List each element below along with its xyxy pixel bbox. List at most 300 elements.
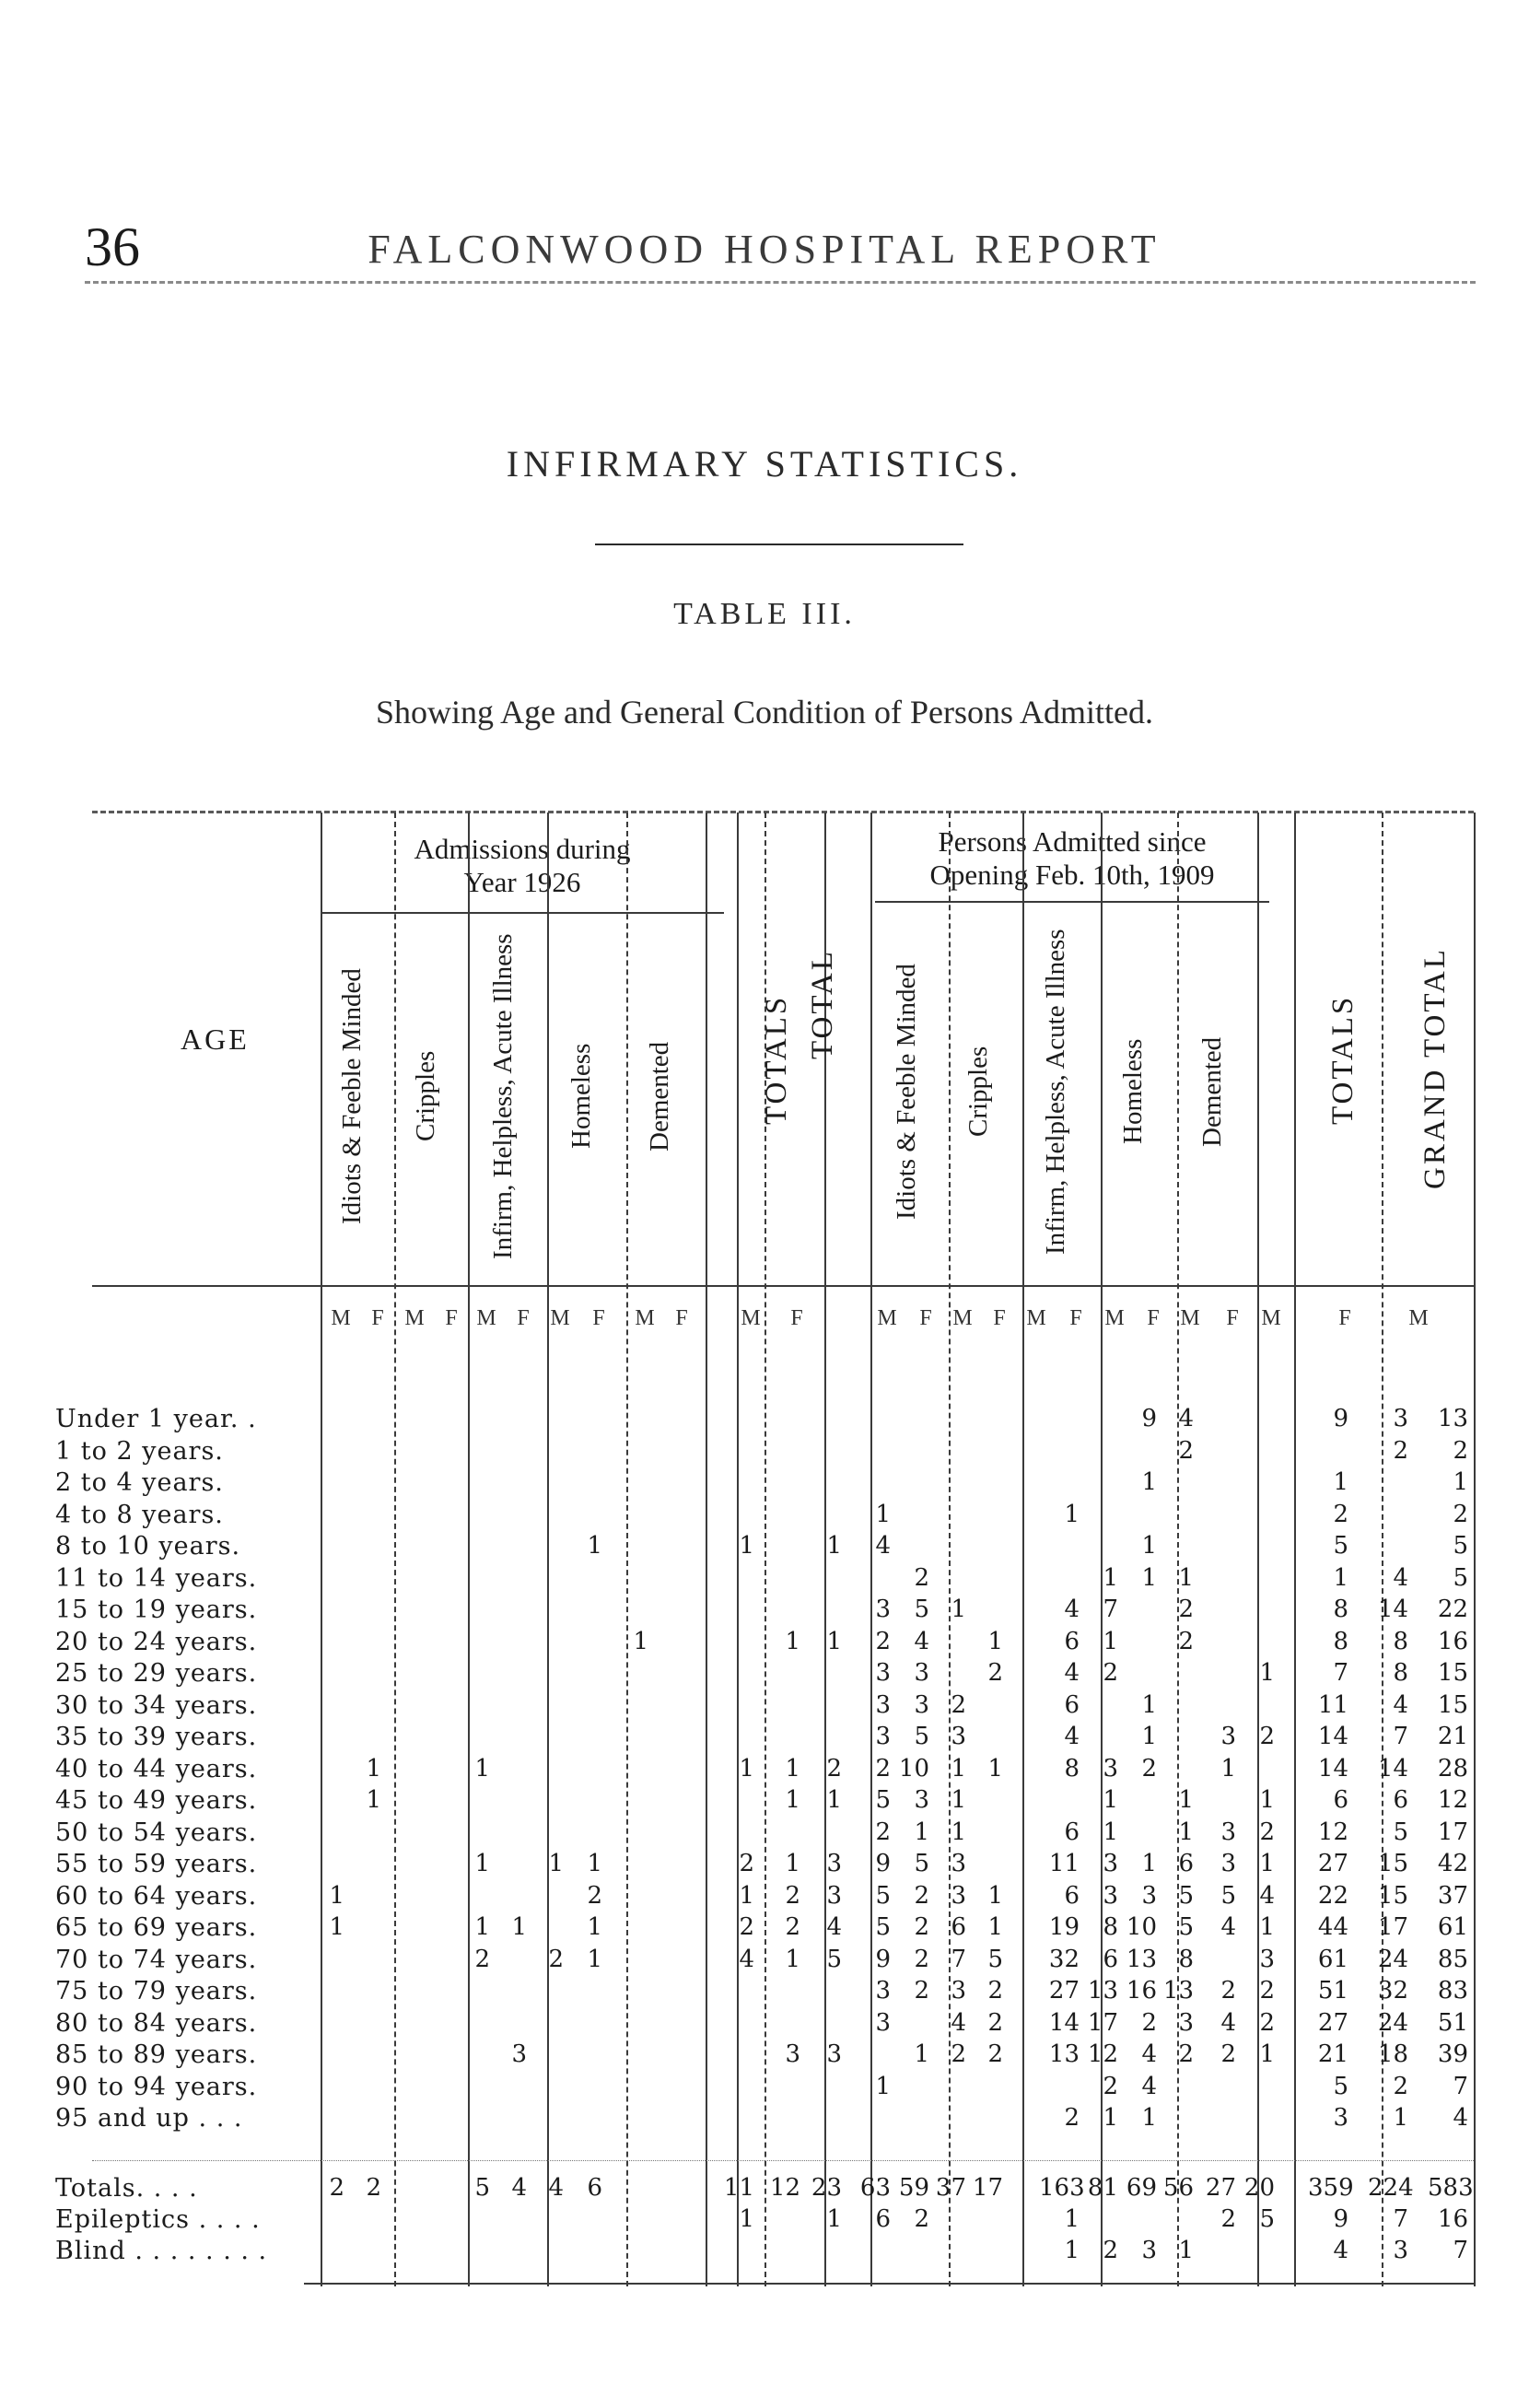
table-cell: 1 [474, 1850, 490, 1877]
male-label: M [476, 1306, 496, 1330]
table-cell: 3 [1220, 1723, 1236, 1750]
table-column-rule [1294, 812, 1296, 2286]
totals-heading-since: TOTALS [1326, 994, 1360, 1125]
table-cell: 3 [1393, 1405, 1408, 1432]
table-cell: 163 [1039, 2174, 1085, 2202]
table-cell: 2 [1220, 2205, 1236, 2233]
table-cell: 8 [1064, 1754, 1080, 1783]
category-heading-1926: Demented [645, 1041, 674, 1151]
table-cell: 16 [1437, 1627, 1468, 1655]
table-cell: 3 [1103, 1850, 1118, 1877]
table-cell: 4 [1064, 1596, 1080, 1623]
table-cell: 4 [1333, 2237, 1348, 2264]
table-cell: 7 [1453, 2072, 1468, 2100]
group-since-line-1: Persons Admitted since [938, 825, 1207, 858]
table-cell: 2 [951, 1690, 966, 1719]
table-cell: 81 [1087, 2174, 1118, 2202]
table-cell: 1 [1178, 1818, 1194, 1846]
table-cell: 2 [1333, 1500, 1348, 1528]
table-cell: 2 [1259, 1977, 1275, 2005]
table-cell: 8 [1178, 1945, 1194, 1973]
table-cell: 6 [1064, 1818, 1080, 1846]
table-cell: 1 [875, 2072, 891, 2100]
table-cell: 4 [739, 1945, 754, 1973]
table-cell: 5 [914, 1596, 929, 1623]
table-cell: 51 [1437, 2008, 1468, 2037]
table-cell: 4 [826, 1913, 842, 1941]
table-cell: 9 [875, 1850, 891, 1877]
table-cell: 3 [1141, 2237, 1157, 2264]
age-row-label: 11 to 14 years. [55, 1563, 258, 1593]
table-cell: 1 [914, 1818, 929, 1846]
table-cell: 22 [1437, 1596, 1468, 1623]
table-cell: 1 [1141, 1563, 1157, 1592]
table-cell: 63 [859, 2174, 891, 2202]
male-label: M [1261, 1306, 1281, 1330]
age-row-label: 65 to 69 years. [55, 1913, 258, 1942]
table-cell: 1 [1393, 2104, 1408, 2132]
table-cell: 4 [1259, 1881, 1275, 1910]
table-cell: 2 [739, 1913, 754, 1941]
female-label: F [517, 1306, 530, 1330]
table-cell: 2 [474, 1945, 490, 1973]
table-cell: 2 [1453, 1436, 1468, 1465]
table-cell: 1 [1103, 1627, 1118, 1655]
table-cell: 1 [1259, 1659, 1275, 1687]
table-cell: 12 [1087, 2040, 1118, 2068]
table-cell: 16 [1126, 1977, 1157, 2005]
table-cell: 9 [1333, 1405, 1348, 1432]
table-cell: 2 [1178, 1436, 1194, 1465]
age-row-label: 15 to 19 years. [55, 1596, 258, 1624]
table-cell: 17 [1437, 1818, 1468, 1846]
male-label: M [550, 1306, 570, 1330]
table-cell: 1 [587, 1532, 602, 1560]
female-label: F [1226, 1306, 1239, 1330]
table-cell: 1 [875, 1500, 891, 1528]
table-cell: 1 [1220, 1754, 1236, 1783]
age-row-label: 20 to 24 years. [55, 1627, 258, 1656]
age-row-label: 60 to 64 years. [55, 1881, 258, 1911]
table-cell: 4 [548, 2174, 564, 2202]
table-cell: 17 [1377, 1913, 1408, 1941]
category-heading-since: Idiots & Feeble Minded [892, 964, 921, 1220]
table-cell: 4 [1141, 2040, 1157, 2068]
table-cell: 1 [987, 1913, 1003, 1941]
table-cell: 2 [951, 2040, 966, 2068]
category-heading-since: Demented [1197, 1036, 1227, 1147]
age-row-label: 95 and up . . . [55, 2104, 243, 2133]
table-cell: 2 [548, 1945, 564, 1973]
table-cell: 1 [785, 1754, 800, 1783]
table-title: TABLE III. [673, 597, 856, 631]
table-cell: 3 [826, 2040, 842, 2068]
table-cell: 1 [1103, 1818, 1118, 1846]
table-cell: 9 [1333, 2205, 1348, 2233]
table-cell: 16 [1437, 2205, 1468, 2233]
table-cell: 1 [366, 1786, 381, 1814]
table-cell: 13 [1162, 1977, 1194, 2005]
table-cell: 1 [1141, 2104, 1157, 2132]
table-cell: 7 [1333, 1659, 1348, 1687]
table-cell: 3 [1220, 1818, 1236, 1846]
table-cell: 1 [1103, 2104, 1118, 2132]
table-cell: 4 [951, 2008, 966, 2037]
table-cell: 11 [1048, 1850, 1080, 1877]
age-row-label: 75 to 79 years. [55, 1977, 258, 2005]
table-cell: 1 [548, 1850, 564, 1877]
table-cell: 1 [633, 1627, 648, 1655]
age-row-label: 35 to 39 years. [55, 1723, 258, 1751]
group-1926-rule [321, 912, 724, 914]
table-column-rule [394, 812, 396, 2286]
table-cell: 3 [875, 2008, 891, 2037]
group-since-line-2: Opening Feb. 10th, 1909 [929, 859, 1215, 891]
table-cell: 13 [1048, 2040, 1080, 2068]
table-cell: 5 [914, 1723, 929, 1750]
table-cell: 1 [1141, 1723, 1157, 1750]
table-cell: 44 [1317, 1913, 1348, 1941]
table-cell: 5 [875, 1913, 891, 1941]
table-cell: 4 [875, 1532, 891, 1560]
table-cell: 1 [1064, 2237, 1080, 2264]
table-cell: 1 [1141, 1850, 1157, 1877]
table-cell: 6 [951, 1913, 966, 1941]
category-heading-1926: Infirm, Helpless, Acute Illness [488, 933, 518, 1259]
table-cell: 3 [951, 1977, 966, 2005]
table-cell: 3 [914, 1659, 929, 1687]
table-cell: 1 [1259, 2040, 1275, 2068]
female-label: F [371, 1306, 384, 1330]
table-cell: 27 [1048, 1977, 1080, 2005]
table-cell: 1 [1333, 1563, 1348, 1592]
table-cell: 5 [826, 1945, 842, 1973]
table-cell: 5 [1259, 2205, 1275, 2233]
table-cell: 3 [875, 1723, 891, 1750]
table-cell: 1 [1453, 1468, 1468, 1496]
table-cell: 1 [329, 1881, 344, 1910]
table-cell: 6 [875, 2205, 891, 2233]
table-cell: 4 [1393, 1690, 1408, 1719]
table-cell: 6 [1393, 1786, 1408, 1814]
table-cell: 20 [1243, 2174, 1275, 2202]
table-cell: 7 [1453, 2237, 1468, 2264]
table-cell: 3 [826, 1881, 842, 1910]
table-cell: 5 [1333, 2072, 1348, 2100]
table-cell: 2 [987, 1977, 1003, 2005]
table-cell: 56 [1162, 2174, 1194, 2202]
table-cell: 1 [1141, 1468, 1157, 1496]
table-cell: 37 [1437, 1881, 1468, 1910]
table-cell: 6 [1064, 1690, 1080, 1719]
table-cell: 3 [875, 1977, 891, 2005]
table-column-rule [1474, 812, 1476, 2286]
female-label: F [675, 1306, 688, 1330]
table-cell: 15 [1377, 1881, 1408, 1910]
age-row-label: 1 to 2 years. [55, 1436, 224, 1466]
table-cell: 17 [972, 2174, 1003, 2202]
table-cell: 2 [739, 1850, 754, 1877]
table-cell: 2 [329, 2174, 344, 2202]
female-label: F [993, 1306, 1006, 1330]
table-cell: 27 [1205, 2174, 1236, 2202]
table-cell: 3 [511, 2040, 527, 2068]
table-cell: 1 [987, 1754, 1003, 1783]
table-cell: 1 [1103, 1563, 1118, 1592]
table-cell: 2 [914, 1881, 929, 1910]
table-cell: 6 [1103, 1945, 1118, 1973]
table-cell: 3 [875, 1659, 891, 1687]
table-cell: 2 [875, 1818, 891, 1846]
group-since-heading [875, 825, 1269, 892]
table-cell: 8 [1103, 1913, 1118, 1941]
table-cell: 2 [1064, 2104, 1080, 2132]
table-cell: 7 [1393, 1723, 1408, 1750]
table-cell: 27 [1317, 2008, 1348, 2037]
group-1926-line-2: Year 1926 [463, 866, 581, 898]
table-cell: 1 [329, 1913, 344, 1941]
table-cell: 23 [811, 2174, 842, 2202]
male-label: M [1026, 1306, 1046, 1330]
grand-total-heading: GRAND TOTAL [1418, 947, 1452, 1190]
table-cell: 1 [1178, 1563, 1194, 1592]
table-cell: 7 [1393, 2205, 1408, 2233]
table-cell: 3 [785, 2040, 800, 2068]
table-cell: 1 [1259, 1913, 1275, 1941]
table-cell: 5 [987, 1945, 1003, 1973]
table-cell: 17 [1087, 2008, 1118, 2037]
table-cell: 1 [914, 2040, 929, 2068]
table-cell: 2 [1103, 2237, 1118, 2264]
table-cell: 9 [875, 1945, 891, 1973]
table-cell: 2 [1453, 1500, 1468, 1528]
table-cell: 3 [1259, 1945, 1275, 1973]
table-cell: 2 [1141, 1754, 1157, 1783]
table-cell: 1 [1178, 1786, 1194, 1814]
table-bottom-rule [304, 2283, 1474, 2285]
table-cell: 4 [1453, 2104, 1468, 2132]
table-cell: 14 [1377, 1754, 1408, 1783]
table-cell: 4 [1220, 2008, 1236, 2037]
table-cell: 19 [1048, 1913, 1080, 1941]
table-cell: 42 [1437, 1850, 1468, 1877]
table-column-rule [1022, 812, 1024, 2286]
table-cell: 9 [1141, 1405, 1157, 1432]
table-cell: 1 [1141, 1690, 1157, 1719]
table-cell: 12 [1317, 1818, 1348, 1846]
table-cell: 27 [1317, 1850, 1348, 1877]
table-cell: 13 [1087, 1977, 1118, 2005]
table-cell: 32 [1377, 1977, 1408, 2005]
table-cell: 21 [1317, 2040, 1348, 2068]
age-row-label: 90 to 94 years. [55, 2072, 258, 2101]
female-label: F [919, 1306, 932, 1330]
table-cell: 1 [1178, 2237, 1194, 2264]
table-cell: 2 [1259, 1723, 1275, 1750]
table-cell: 1 [785, 1786, 800, 1814]
table-cell: 12 [1437, 1786, 1468, 1814]
age-row-label: 40 to 44 years. [55, 1754, 258, 1783]
table-cell: 14 [1048, 2008, 1080, 2037]
table-cell: 583 [1428, 2174, 1474, 2202]
table-cell: 3 [1178, 2008, 1194, 2037]
table-cell: 14 [1377, 1596, 1408, 1623]
table-cell: 3 [1103, 1754, 1118, 1783]
table-cell: 1 [739, 1881, 754, 1910]
table-cell: 1 [587, 1945, 602, 1973]
male-label: M [331, 1306, 351, 1330]
header-bottom-rule [92, 1285, 1474, 1287]
table-cell: 1 [951, 1754, 966, 1783]
table-cell: 5 [1333, 1532, 1348, 1560]
table-cell: 2 [875, 1627, 891, 1655]
table-cell: 5 [474, 2174, 490, 2202]
table-cell: 1 [1333, 1468, 1348, 1496]
age-row-label: Totals. . . . [55, 2174, 198, 2203]
table-cell: 5 [1453, 1563, 1468, 1592]
table-cell: 2 [987, 1659, 1003, 1687]
age-row-label: 25 to 29 years. [55, 1659, 258, 1688]
age-row-label: 70 to 74 years. [55, 1945, 258, 1974]
table-cell: 11 [1317, 1690, 1348, 1719]
table-cell: 5 [1453, 1532, 1468, 1560]
table-cell: 7 [951, 1945, 966, 1973]
table-cell: 2 [1178, 1596, 1194, 1623]
table-cell: 69 [1126, 2174, 1157, 2202]
age-row-label: Under 1 year. . [55, 1405, 257, 1433]
table-cell: 12 [769, 2174, 800, 2202]
table-cell: 5 [1178, 1913, 1194, 1941]
table-cell: 5 [914, 1850, 929, 1877]
age-row-label: 50 to 54 years. [55, 1818, 258, 1847]
table-cell: 1 [826, 1786, 842, 1814]
table-cell: 1 [587, 1913, 602, 1941]
table-cell: 3 [1220, 1850, 1236, 1877]
table-cell: 11 [723, 2174, 754, 2202]
table-cell: 3 [1103, 1881, 1118, 1910]
table-cell: 51 [1317, 1977, 1348, 2005]
age-row-label: Blind . . . . . . . . [55, 2237, 268, 2265]
table-cell: 3 [951, 1723, 966, 1750]
table-cell: 22 [1317, 1881, 1348, 1910]
table-cell: 1 [785, 1945, 800, 1973]
table-cell: 2 [1178, 2040, 1194, 2068]
table-cell: 59 [898, 2174, 929, 2202]
table-cell: 4 [1064, 1659, 1080, 1687]
age-row-label: 4 to 8 years. [55, 1500, 224, 1529]
total-heading-1926: TOTAL [806, 949, 839, 1059]
table-cell: 2 [1220, 2040, 1236, 2068]
table-cell: 1 [1259, 1850, 1275, 1877]
table-column-rule [321, 812, 322, 2286]
table-cell: 2 [914, 1913, 929, 1941]
table-cell: 2 [366, 2174, 381, 2202]
table-cell: 2 [587, 1881, 602, 1910]
running-head: FALCONWOOD HOSPITAL REPORT [368, 227, 1161, 272]
table-cell: 1 [739, 1532, 754, 1560]
table-cell: 1 [739, 2205, 754, 2233]
age-row-label: 85 to 89 years. [55, 2040, 258, 2069]
table-column-rule [547, 812, 549, 2286]
age-heading: AGE [181, 1023, 250, 1056]
table-cell: 7 [1103, 1596, 1118, 1623]
table-cell: 5 [875, 1881, 891, 1910]
table-cell: 3 [951, 1881, 966, 1910]
table-cell: 5 [1178, 1881, 1194, 1910]
female-label: F [1069, 1306, 1082, 1330]
table-cell: 5 [875, 1786, 891, 1814]
female-label: F [592, 1306, 605, 1330]
table-cell: 10 [1126, 1913, 1157, 1941]
table-cell: 2 [1259, 1818, 1275, 1846]
table-cell: 6 [587, 2174, 602, 2202]
table-cell: 83 [1437, 1977, 1468, 2005]
table-cell: 2 [914, 1563, 929, 1592]
table-cell: 4 [1064, 1723, 1080, 1750]
male-label: M [635, 1306, 655, 1330]
table-cell: 2 [914, 2205, 929, 2233]
category-heading-1926: Cripples [411, 1050, 440, 1142]
table-cell: 2 [987, 2008, 1003, 2037]
table-cell: 3 [914, 1690, 929, 1719]
table-cell: 15 [1437, 1659, 1468, 1687]
age-row-label: 80 to 84 years. [55, 2008, 258, 2038]
table-cell: 13 [1437, 1405, 1468, 1432]
table-cell: 1 [951, 1596, 966, 1623]
table-cell: 1 [826, 1627, 842, 1655]
table-cell: 6 [1178, 1850, 1194, 1877]
table-column-rule [626, 812, 628, 2286]
male-label: M [741, 1306, 761, 1330]
table-cell: 2 [1103, 2072, 1118, 2100]
female-label: F [1147, 1306, 1160, 1330]
category-heading-since: Cripples [963, 1046, 993, 1138]
table-cell: 10 [898, 1754, 929, 1783]
table-cell: 2 [785, 1913, 800, 1941]
table-cell: 2 [1393, 2072, 1408, 2100]
category-heading-since: Infirm, Helpless, Acute Illness [1041, 929, 1070, 1255]
table-cell: 28 [1437, 1754, 1468, 1783]
table-cell: 37 [935, 2174, 966, 2202]
table-cell: 1 [826, 1532, 842, 1560]
table-cell: 32 [1048, 1945, 1080, 1973]
table-cell: 8 [1393, 1627, 1408, 1655]
table-cell: 1 [1064, 2205, 1080, 2233]
title-rule [595, 544, 963, 545]
table-cell: 18 [1377, 2040, 1408, 2068]
table-cell: 39 [1437, 2040, 1468, 2068]
table-cell: 4 [1141, 2072, 1157, 2100]
table-cell: 3 [1393, 2237, 1408, 2264]
table-cell: 2 [1220, 1977, 1236, 2005]
table-cell: 1 [474, 1754, 490, 1783]
table-column-rule [468, 812, 470, 2286]
male-label: M [404, 1306, 425, 1330]
page-number: 36 [85, 216, 140, 277]
table-cell: 1 [1259, 1786, 1275, 1814]
table-cell: 1 [987, 1881, 1003, 1910]
table-column-rule [706, 812, 707, 2286]
group-since-rule [875, 901, 1269, 903]
table-cell: 1 [511, 1913, 527, 1941]
table-cell: 1 [366, 1754, 381, 1783]
table-cell: 3 [914, 1786, 929, 1814]
age-row-label: 2 to 4 years. [55, 1468, 224, 1497]
group-1926-heading [321, 833, 724, 899]
table-cell: 2 [1259, 2008, 1275, 2037]
table-cell: 1 [1141, 1532, 1157, 1560]
age-row-label: 45 to 49 years. [55, 1786, 258, 1815]
